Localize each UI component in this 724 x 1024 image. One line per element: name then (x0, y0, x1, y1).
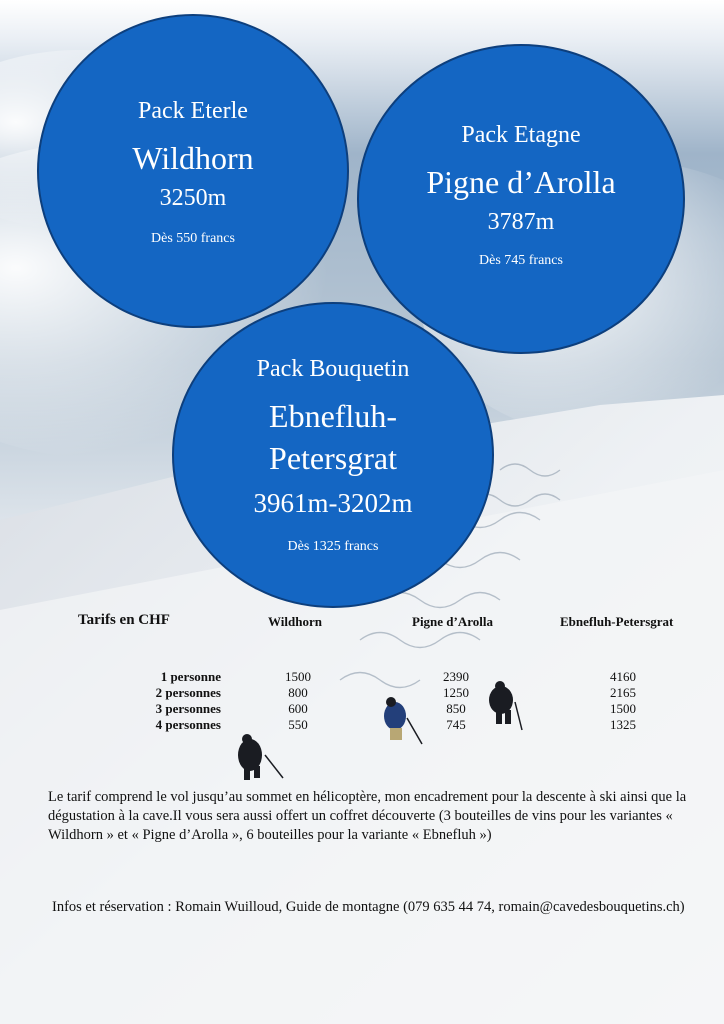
row-label: 2 personnes (155, 685, 221, 700)
price-cell: 2390 (443, 669, 469, 684)
pack-etagne-circle (357, 44, 685, 354)
mountain-name: Wildhorn (132, 140, 254, 176)
altitude: 3787m (487, 209, 555, 235)
mountain-name-line1: Ebnefluh- (269, 398, 397, 434)
column-header: Pigne d’Arolla (412, 614, 494, 629)
description-paragraph: Le tarif comprend le vol jusqu’au sommet en hélicoptère, mon encadrement pour la descente à ski ainsi que la dégustation à la cave.Il vous sera aussi offert un coffret découverte (3 bouteilles de vins pour les variantes « Wildhorn » et « Pigne d’Arolla », 6 bouteilles pour la variante « Ebnefluh ») (48, 789, 687, 843)
price-cell: 1500 (610, 701, 636, 716)
price: Dès 1325 francs (287, 539, 379, 554)
table-title: Tarifs en CHF (78, 612, 170, 628)
price-cell: 2165 (610, 685, 636, 700)
column-header: Wildhorn (268, 614, 322, 629)
pack-name: Pack Bouquetin (256, 356, 410, 382)
price: Dès 550 francs (151, 231, 235, 246)
pack-name: Pack Etagne (461, 122, 581, 148)
price-cell: 550 (288, 717, 308, 732)
price-cell: 1325 (610, 717, 636, 732)
column-header: Ebnefluh-Petersgrat (560, 614, 674, 629)
altitude: 3250m (159, 185, 227, 211)
price-cell: 1500 (285, 669, 311, 684)
price-cell: 600 (288, 701, 308, 716)
row-label: 3 personnes (155, 701, 221, 716)
price-cell: 4160 (610, 669, 636, 684)
price-cell: 1250 (443, 685, 469, 700)
price: Dès 745 francs (479, 253, 563, 268)
price-cell: 850 (446, 701, 466, 716)
row-label: 1 personne (160, 669, 221, 684)
contact-info: Infos et réservation : Romain Wuilloud, Guide de montagne (079 635 44 74, romain@cavedesbouquetins.ch) (52, 899, 685, 915)
pack-name: Pack Eterle (138, 98, 248, 124)
mountain-name: Pigne d’Arolla (426, 164, 616, 200)
altitude: 3961m-3202m (253, 488, 413, 518)
row-label: 4 personnes (155, 717, 221, 732)
mountain-name-line2: Petersgrat (269, 440, 397, 476)
pack-bouquetin-circle (172, 302, 494, 608)
price-cell: 800 (288, 685, 308, 700)
price-cell: 745 (446, 717, 466, 732)
pack-eterle-circle (37, 14, 349, 328)
